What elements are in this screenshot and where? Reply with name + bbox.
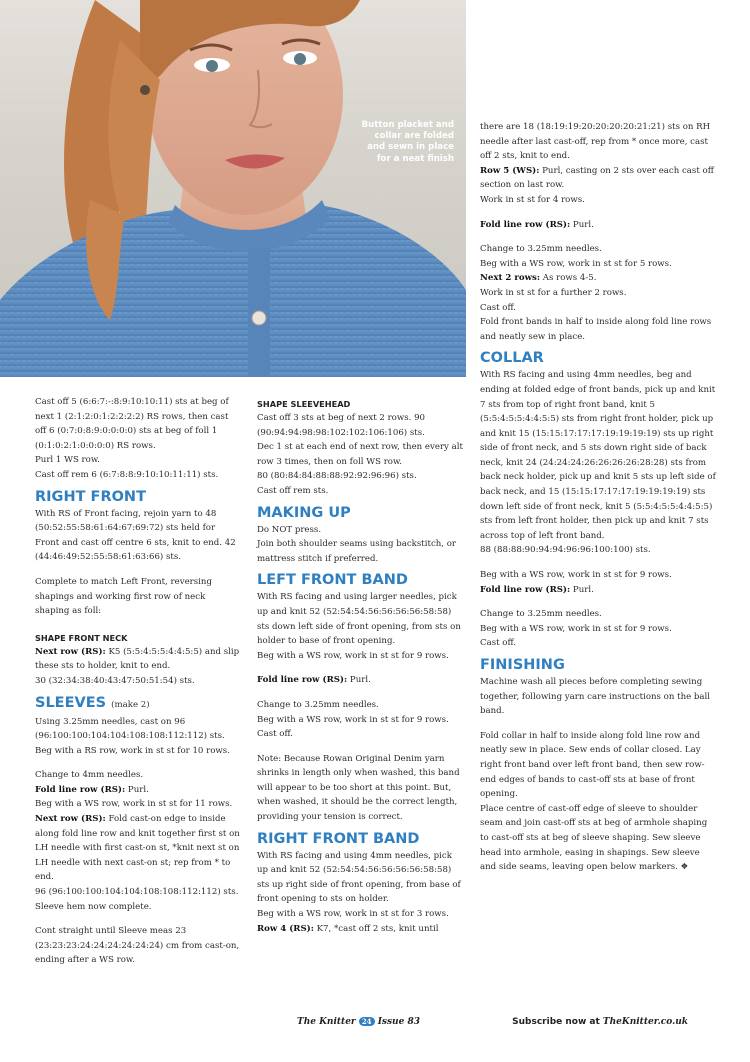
- body-text: Work in st st for a further 2 rows.: [480, 287, 627, 298]
- footer-magazine: [297, 1017, 420, 1027]
- subscribe-label: Subscribe now at: [512, 1017, 600, 1027]
- row-text: Purl.: [349, 675, 371, 686]
- body-text: Cast off 5 (6:6:7:-:8:9:10:10:11) sts at beg of next 1 (2:1:2:0:1:2:2:2:2) RS rows, then cast off 6 (0:7:0:8:9:0:0:0:0) sts at beg of foll 1 (0:1:0:2:1:0:0:0:0) RS rows.: [35, 397, 229, 451]
- row-label: Next row (RS):: [35, 814, 106, 825]
- row-text: As rows 4-5.: [542, 273, 597, 284]
- instruction-row: [480, 164, 718, 193]
- caption-line: collar are folded: [374, 131, 454, 142]
- page-number: 24: [359, 1017, 375, 1026]
- body-text: With RS of Front facing, rejoin yarn to 48 (50:52:55:58:61:64:67:69:72) sts held for Front and cast off centre 6 sts, knit to end. 42 (44:46:49:52:55:58:61:63:66) sts.: [35, 508, 236, 563]
- row-text: Purl.: [127, 784, 149, 795]
- body-text: Beg with a WS row, work in st st for 9 rows.: [257, 650, 449, 661]
- issue-number: Issue 83: [377, 1017, 420, 1027]
- section-heading-right-front: RIGHT FRONT: [35, 488, 146, 505]
- body-text: Change to 3.25mm needles.: [257, 699, 379, 710]
- column-2: [257, 395, 463, 936]
- body-text: Fold front bands in half to inside along fold line rows and neatly sew in place.: [480, 317, 712, 342]
- body-text: Join both shoulder seams using backstitch, or mattress stitch if preferred.: [257, 539, 457, 564]
- body-text: Cast off rem sts.: [257, 485, 329, 496]
- row-text: Purl.: [572, 219, 594, 230]
- end-mark-icon: ❖: [680, 862, 689, 873]
- column-3: [480, 120, 718, 875]
- body-text: Beg with a RS row, work in st st for 10 rows.: [35, 745, 230, 756]
- row-text: Fold cast-on edge to inside along fold line row and knit together first st on LH needle with first cast-on st, *knit next st on LH needle with next cast-on st; rep from * to end.: [35, 814, 240, 883]
- body-text: Beg with a WS row, work in st st for 9 rows.: [480, 623, 672, 634]
- body-text: With RS facing and using larger needles, pick up and knit 52 (52:54:54:56:56:56:56:58:58) sts down left side of front opening, from sts on holder to base of front opening.: [257, 592, 461, 647]
- row-text: Purl.: [572, 584, 594, 595]
- body-text: 80 (80:84:84:88:88:92:92:96:96) sts.: [257, 471, 417, 482]
- heading-note: (make 2): [111, 699, 150, 710]
- subheading-shape-sleevehead: SHAPE SLEEVEHEAD: [257, 399, 351, 409]
- caption-line: for a neat finish: [376, 153, 454, 164]
- body-text: Change to 4mm needles.: [35, 770, 144, 781]
- instruction-row: [480, 218, 718, 233]
- body-text: 88 (88:88:90:94:94:96:96:100:100) sts.: [480, 545, 651, 556]
- instruction-row: [257, 922, 463, 937]
- section-heading-finishing: FINISHING: [480, 657, 565, 673]
- body-text: 30 (32:34:38:40:43:47:50:51:54) sts.: [35, 675, 195, 686]
- body-text: Using 3.25mm needles, cast on 96 (96:100:100:104:104:108:108:112:112) sts.: [35, 716, 225, 742]
- body-text: Change to 3.25mm needles.: [480, 244, 602, 255]
- section-heading-right-front-band: RIGHT FRONT BAND: [257, 830, 420, 847]
- note-text: Note: Because Rowan Original Denim yarn shrinks in length only when washed, this band will appear to be too short at this point. But, when washed, it should be the correct length, providing your tension is correct.: [257, 753, 460, 823]
- section-heading-left-front-band: LEFT FRONT BAND: [257, 572, 408, 589]
- body-text: there are 18 (18:19:19:20:20:20:20:21:21) sts on RH needle after last cast-off, rep from * once more, cast off 2 sts, knit to end.: [480, 122, 711, 162]
- row-label: Row 5 (WS):: [480, 165, 540, 176]
- body-text: Purl 1 WS row.: [35, 455, 100, 466]
- body-text: Cast off.: [480, 638, 516, 649]
- instruction-row: [480, 271, 718, 286]
- body-text: Beg with a WS row, work in st st for 9 rows.: [257, 714, 449, 725]
- model-illustration: [0, 0, 466, 377]
- row-label: Fold line row (RS):: [480, 219, 571, 230]
- body-text: With RS facing and using 4mm needles, pick up and knit 52 (52:54:54:56:56:56:56:58:58) sts up right side of front opening, from base of front opening to sts on holder.: [257, 850, 461, 905]
- body-text: 96 (96:100:100:104:104:108:108:112:112) sts. Sleeve hem now complete.: [35, 887, 239, 912]
- body-text: Fold collar in half to inside along fold line row and neatly sew in place. Sew ends of collar closed. Lay right front band over left front band, then sew row-end edges of bands to cast-off sts at base of front opening.: [480, 730, 705, 800]
- row-text: K5 (5:5:4:5:5:4:4:5:5) and slip these sts to holder, knit to end.: [35, 646, 240, 672]
- row-label: Next 2 rows:: [480, 273, 541, 284]
- body-text: Beg with a WS row, work in st st for 3 rows.: [257, 909, 449, 920]
- body-text: Do NOT press.: [257, 524, 322, 535]
- magazine-name: The Knitter: [297, 1017, 356, 1027]
- body-text: Complete to match Left Front, reversing shapings and working first row of neck shaping as foll:: [35, 576, 212, 617]
- body-text: Cast off.: [480, 302, 516, 313]
- subscribe-link[interactable]: TheKnitter.co.uk: [602, 1017, 688, 1027]
- body-text: Cast off rem 6 (6:7:8:8:9:10:10:11:11) sts.: [35, 469, 219, 480]
- body-text: Cont straight until Sleeve meas 23 (23:23:23:24:24:24:24:24:24) cm from cast-on, ending after a WS row.: [35, 926, 240, 966]
- body-text: With RS facing and using 4mm needles, beg and ending at folded edge of front bands, pick up and knit 7 sts from top of right front band, knit 5 (5:5:4:5:5:4:4:5:5) sts from right front holder, pick up and knit 15 (15:15:17:17:17:19:19:19:19) sts up right side of front neck, and 5 sts down right side of back neck, knit 24 (24:24:24:26:26:26:26:28:28) sts from back neck holder, pick up and knit 5 sts up left side of back neck, and 15 (15:15:17:17:17:19:19:19:19) sts down left side of front neck, knit 5 (5:5:4:5:5:4:4:5:5) sts from left front holder, then pick up and knit 7 sts across top of left front band.: [480, 370, 716, 541]
- body-text: [480, 802, 718, 875]
- body-text: Beg with a WS row, work in st st for 11 rows.: [35, 799, 233, 810]
- section-heading-sleeves: [35, 693, 241, 715]
- body-text: Work in st st for 4 rows.: [480, 194, 585, 205]
- body-text: Beg with a WS row, work in st st for 9 rows.: [480, 570, 672, 581]
- photo-caption: [344, 120, 454, 165]
- column-1: [35, 395, 241, 968]
- row-label: Row 4 (RS):: [257, 923, 314, 934]
- instruction-row: [35, 812, 241, 885]
- heading-text: SLEEVES: [35, 694, 107, 711]
- instruction-row: [35, 783, 241, 798]
- body-text: Cast off 3 sts at beg of next 2 rows. 90 (90:94:94:98:98:102:102:106:106) sts.: [257, 413, 426, 438]
- row-label: Fold line row (RS):: [35, 784, 126, 795]
- body-text: Change to 3.25mm needles.: [480, 609, 602, 620]
- body-text: Cast off.: [257, 729, 293, 740]
- instruction-row: [35, 645, 241, 674]
- instruction-row: [257, 673, 463, 688]
- section-heading-making-up: MAKING UP: [257, 504, 351, 521]
- row-label: Fold line row (RS):: [257, 675, 348, 686]
- row-text: K7, *cast off 2 sts, knit until: [316, 923, 439, 934]
- row-label: Next row (RS):: [35, 646, 106, 657]
- row-label: Fold line row (RS):: [480, 584, 571, 595]
- instruction-row: [480, 583, 718, 598]
- body-text: Machine wash all pieces before completing sewing together, following yarn care instructions on the ball band.: [480, 677, 711, 717]
- finishing-last: Place centre of cast-off edge of sleeve to shoulder seam and join cast-off sts at beg of armhole shaping to cast-off sts at beg of sleeve shaping. Sew sleeve head into armhole, easing in shapings. Sew sleeve and side seams, leaving open below markers.: [480, 803, 708, 873]
- body-text: Beg with a WS row, work in st st for 5 rows.: [480, 258, 672, 269]
- caption-line: and sewn in place: [367, 142, 454, 153]
- hero-photo: [0, 0, 466, 377]
- body-text: Dec 1 st at each end of next row, then every alt row 3 times, then on foll WS row.: [257, 442, 463, 467]
- row-text: Purl, casting on 2 sts over each cast off section on last row.: [480, 165, 714, 191]
- caption-line: Button placket and: [361, 120, 454, 130]
- footer-subscribe: [512, 1017, 688, 1027]
- section-heading-collar: COLLAR: [480, 350, 544, 367]
- subheading-shape-front-neck: SHAPE FRONT NECK: [35, 632, 128, 643]
